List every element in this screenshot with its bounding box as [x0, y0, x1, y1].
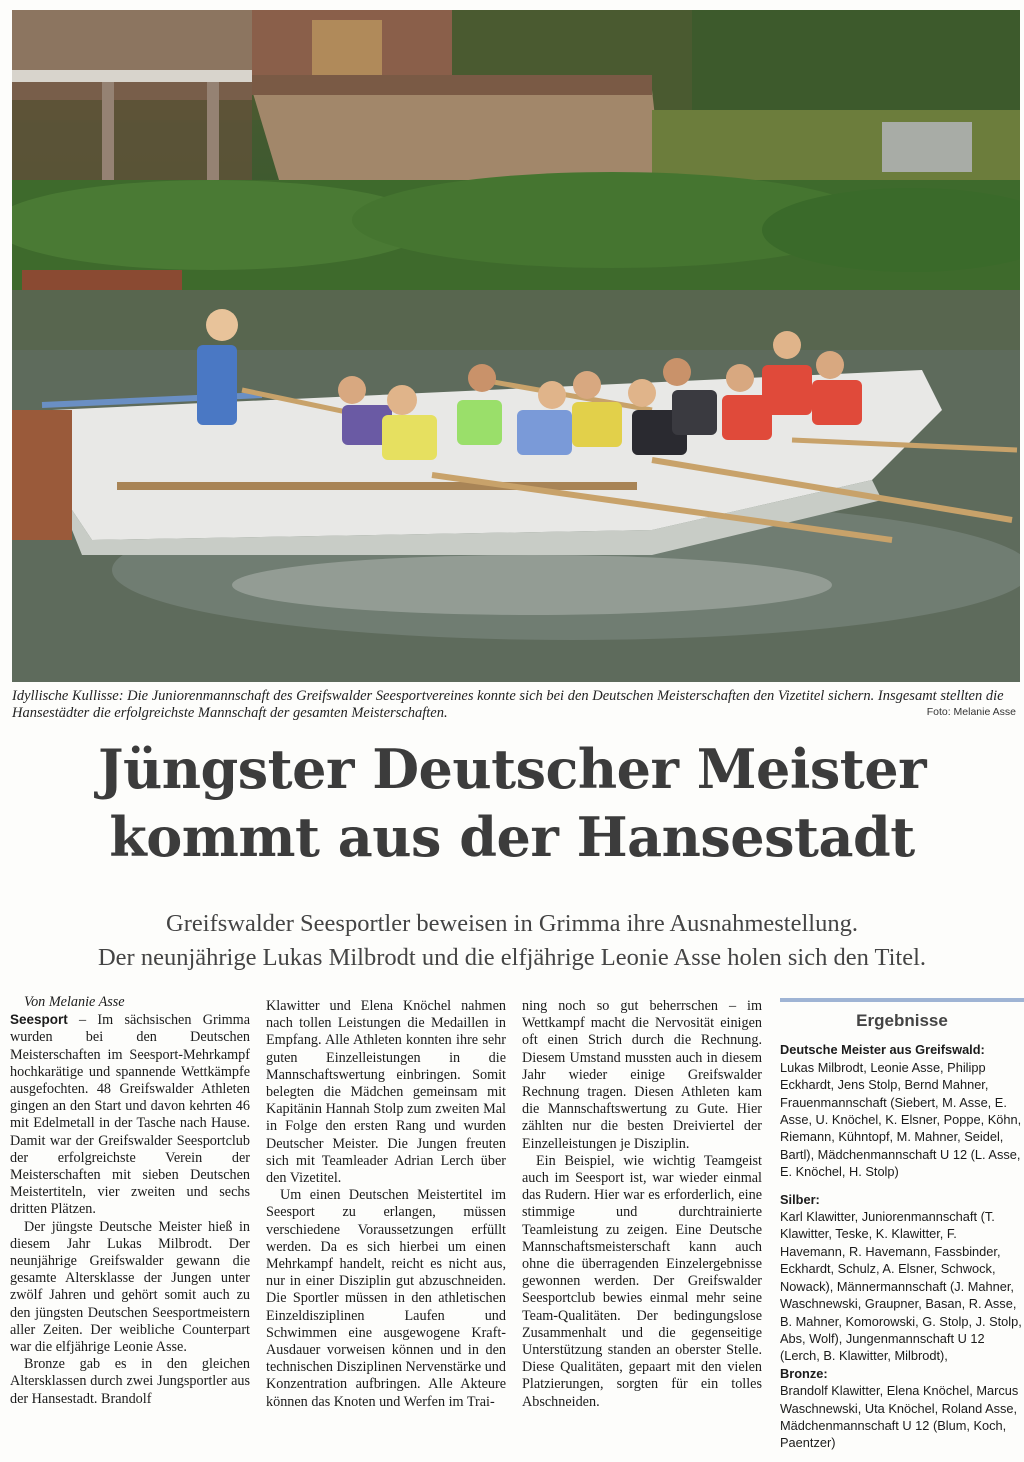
results-bronze-label: Bronze:: [780, 1365, 828, 1381]
headline: [0, 735, 1024, 871]
results-box: [780, 998, 1024, 1462]
article-column-3: [522, 998, 762, 1411]
subheadline-line-2: Der neunjährige Lukas Milbrodt und die elfjährige Leonie Asse holen sich den Titel.: [97, 944, 927, 971]
paragraph-text: – Im sächsischen Grimma wurden bei den Deutschen Meisterschaften im Seesport-Mehrkampf hochkarätige und spannende Wettkämpfe ausgefochten. 48 Greifswalder Athleten gingen an den Start und davon kehrten 46 mit Edelmetall in der Tasche nach Hause. Damit war der Greifswalder Seesportclub der erfolgreichste Verein der Meisterschaften mit sieben Deutschen Meistertiteln, vier zweiten und sechs dritten Plätzen.: [10, 1012, 250, 1218]
kicker: Seesport: [10, 1012, 68, 1028]
paragraph: Um einen Deutschen Meistertitel im Seesport zu erlangen, müssen verschiedene Voraussetzungen erfüllt werden. Da es sich hierbei um einen Mehrkampf handelt, reicht es nicht aus, nur in einer Disziplin gut abzuschneiden. Die Sportler müssen in den athletischen Einzeldisziplinen Laufen und Schwimmen eine ausgewogene Kraft-Ausdauer vorweisen können und in den technischen Disziplinen Nervenstärke und Konzentration aufbringen. Alle Akteure können das Knoten und Werfen im Trai-: [266, 1187, 506, 1410]
article-column-2: [266, 998, 506, 1411]
paragraph: ning noch so gut beherrschen – im Wettkampf macht die Nervosität einigen oft einen Strich durch die Rechnung. Diesem Umstand mussten auch in diesem Jahr wieder einige Greifswalder Rechnung tragen. Diesen Athleten kam die Mannschaftswertung zu Gute. Hier zählten nur die besten Dreiviertel der Einzelleistungen je Disziplin.: [522, 998, 762, 1152]
paragraph: Bronze gab es in den gleichen Altersklassen durch zwei Jungsportler aus der Hansestadt. Brandolf: [10, 1356, 250, 1407]
results-bronze: [780, 1365, 1024, 1452]
headline-line-2: kommt aus der Hansestadt: [109, 805, 915, 869]
photo-credit: Foto: Melanie Asse: [926, 706, 1016, 718]
headline-line-1: Jüngster Deutscher Meister: [97, 737, 927, 801]
lead-paragraph: [10, 1011, 250, 1218]
subheadline: [0, 907, 1024, 975]
results-silver-label: Silber:: [780, 1191, 820, 1207]
byline: Von Melanie Asse: [24, 994, 125, 1010]
results-gold: [780, 1041, 1024, 1180]
paragraph: Der jüngste Deutsche Meister hieß in diesem Jahr Lukas Milbrodt. Der neunjährige Greifswalder gewann die gesamte Altersklasse der Jungen unter zwölf Jahren und gehört somit auch zu den jüngsten Deutschen Seesportmeistern aller Zeiten. Der weibliche Counterpart war die elfjährige Leonie Asse.: [10, 1218, 250, 1356]
results-gold-text: Lukas Milbrodt, Leonie Asse, Philipp Eckhardt, Jens Stolp, Bernd Mahner, Frauenmannschaft (Siebert, M. Asse, E. Asse, U. Knöchel, K. Elsner, Poppe, Köhn, Riemann, Kühntopf, M. Mahner, Seidel, Bartl), Mädchenmannschaft U 12 (L. Asse, E. Knöchel, H. Stolp): [780, 1059, 1022, 1180]
article-photo: [12, 10, 1020, 682]
results-title: Ergebnisse: [856, 1011, 948, 1030]
results-gold-label: Deutsche Meister aus Greifswald:: [780, 1042, 985, 1058]
paragraph: Ein Beispiel, wie wichtig Teamgeist auch im Seesport ist, war wieder einmal das Rudern. Hier war es erforderlich, eine stimmige und durchtrainierte Teamleistung zu zeigen. Eine Deutsche Mannschaftsmeisterschaft kann auch ohne die überragenden Einzelergebnisse gewonnen werden. Der Greifswalder Seesportclub bewies einmal mehr seine Team-Qualitäten. Der bedingungslose Zusammenhalt und die gegenseitige Unterstützung standen an oberster Stelle. Diese Qualitäten, gepaart mit den vielen Platzierungen, sorgten für ein tolles Abschneiden.: [522, 1152, 762, 1410]
results-top-rule: [780, 998, 1024, 1002]
subheadline-line-1: Greifswalder Seesportler beweisen in Grimma ihre Ausnahmestellung.: [166, 910, 858, 937]
results-bronze-text: Brandolf Klawitter, Elena Knöchel, Marcus Waschnewski, Uta Knöchel, Roland Asse, Mädchenmannschaft U 12 (Blum, Koch, Paentzer): [780, 1383, 1019, 1451]
rowing-boat-photo: [12, 10, 1020, 682]
results-silver: [780, 1191, 1024, 1365]
article-column-1: [10, 994, 250, 1408]
paragraph: Klawitter und Elena Knöchel nahmen nach tollen Leistungen die Medaillen in Empfang. Alle Athleten konnten ihre sehr guten Einzelleistungen in die Mannschaftswertung einbringen. Somit belegten die Mädchen gemeinsam mit Kapitänin Hannah Stolp zum zweiten Mal in Folge den ersten Rang und wurden Deutscher Meister. Die Jungen freuten sich mit Teamleader Adrian Lerch über den Vizetitel.: [266, 998, 506, 1187]
results-silver-text: Karl Klawitter, Juniorenmannschaft (T. Klawitter, Teske, K. Klawitter, F. Havemann, R. Havemann, Fassbinder, Eckhardt, Schulz, A. Elsner, Schwock, Nowack), Männermannschaft (J. Mahner, Waschnewski, Graupner, Basan, R. Asse, B. Mahner, Komorowski, G. Stolp, J. Stolp, Abs, Wolf), Jungenmannschaft U 12 (Lerch, B. Klawitter, Milbrodt),: [780, 1209, 1022, 1364]
photo-caption: Idyllische Kullisse: Die Juniorenmannschaft des Greifswalder Seesportvereines konnte sich bei den Deutschen Meisterschaften den Vizetitel sichern. Insgesamt stellten die Hansestädter die erfolgreichste Mannschaft der gesamten Meisterschaften.: [12, 688, 1004, 721]
